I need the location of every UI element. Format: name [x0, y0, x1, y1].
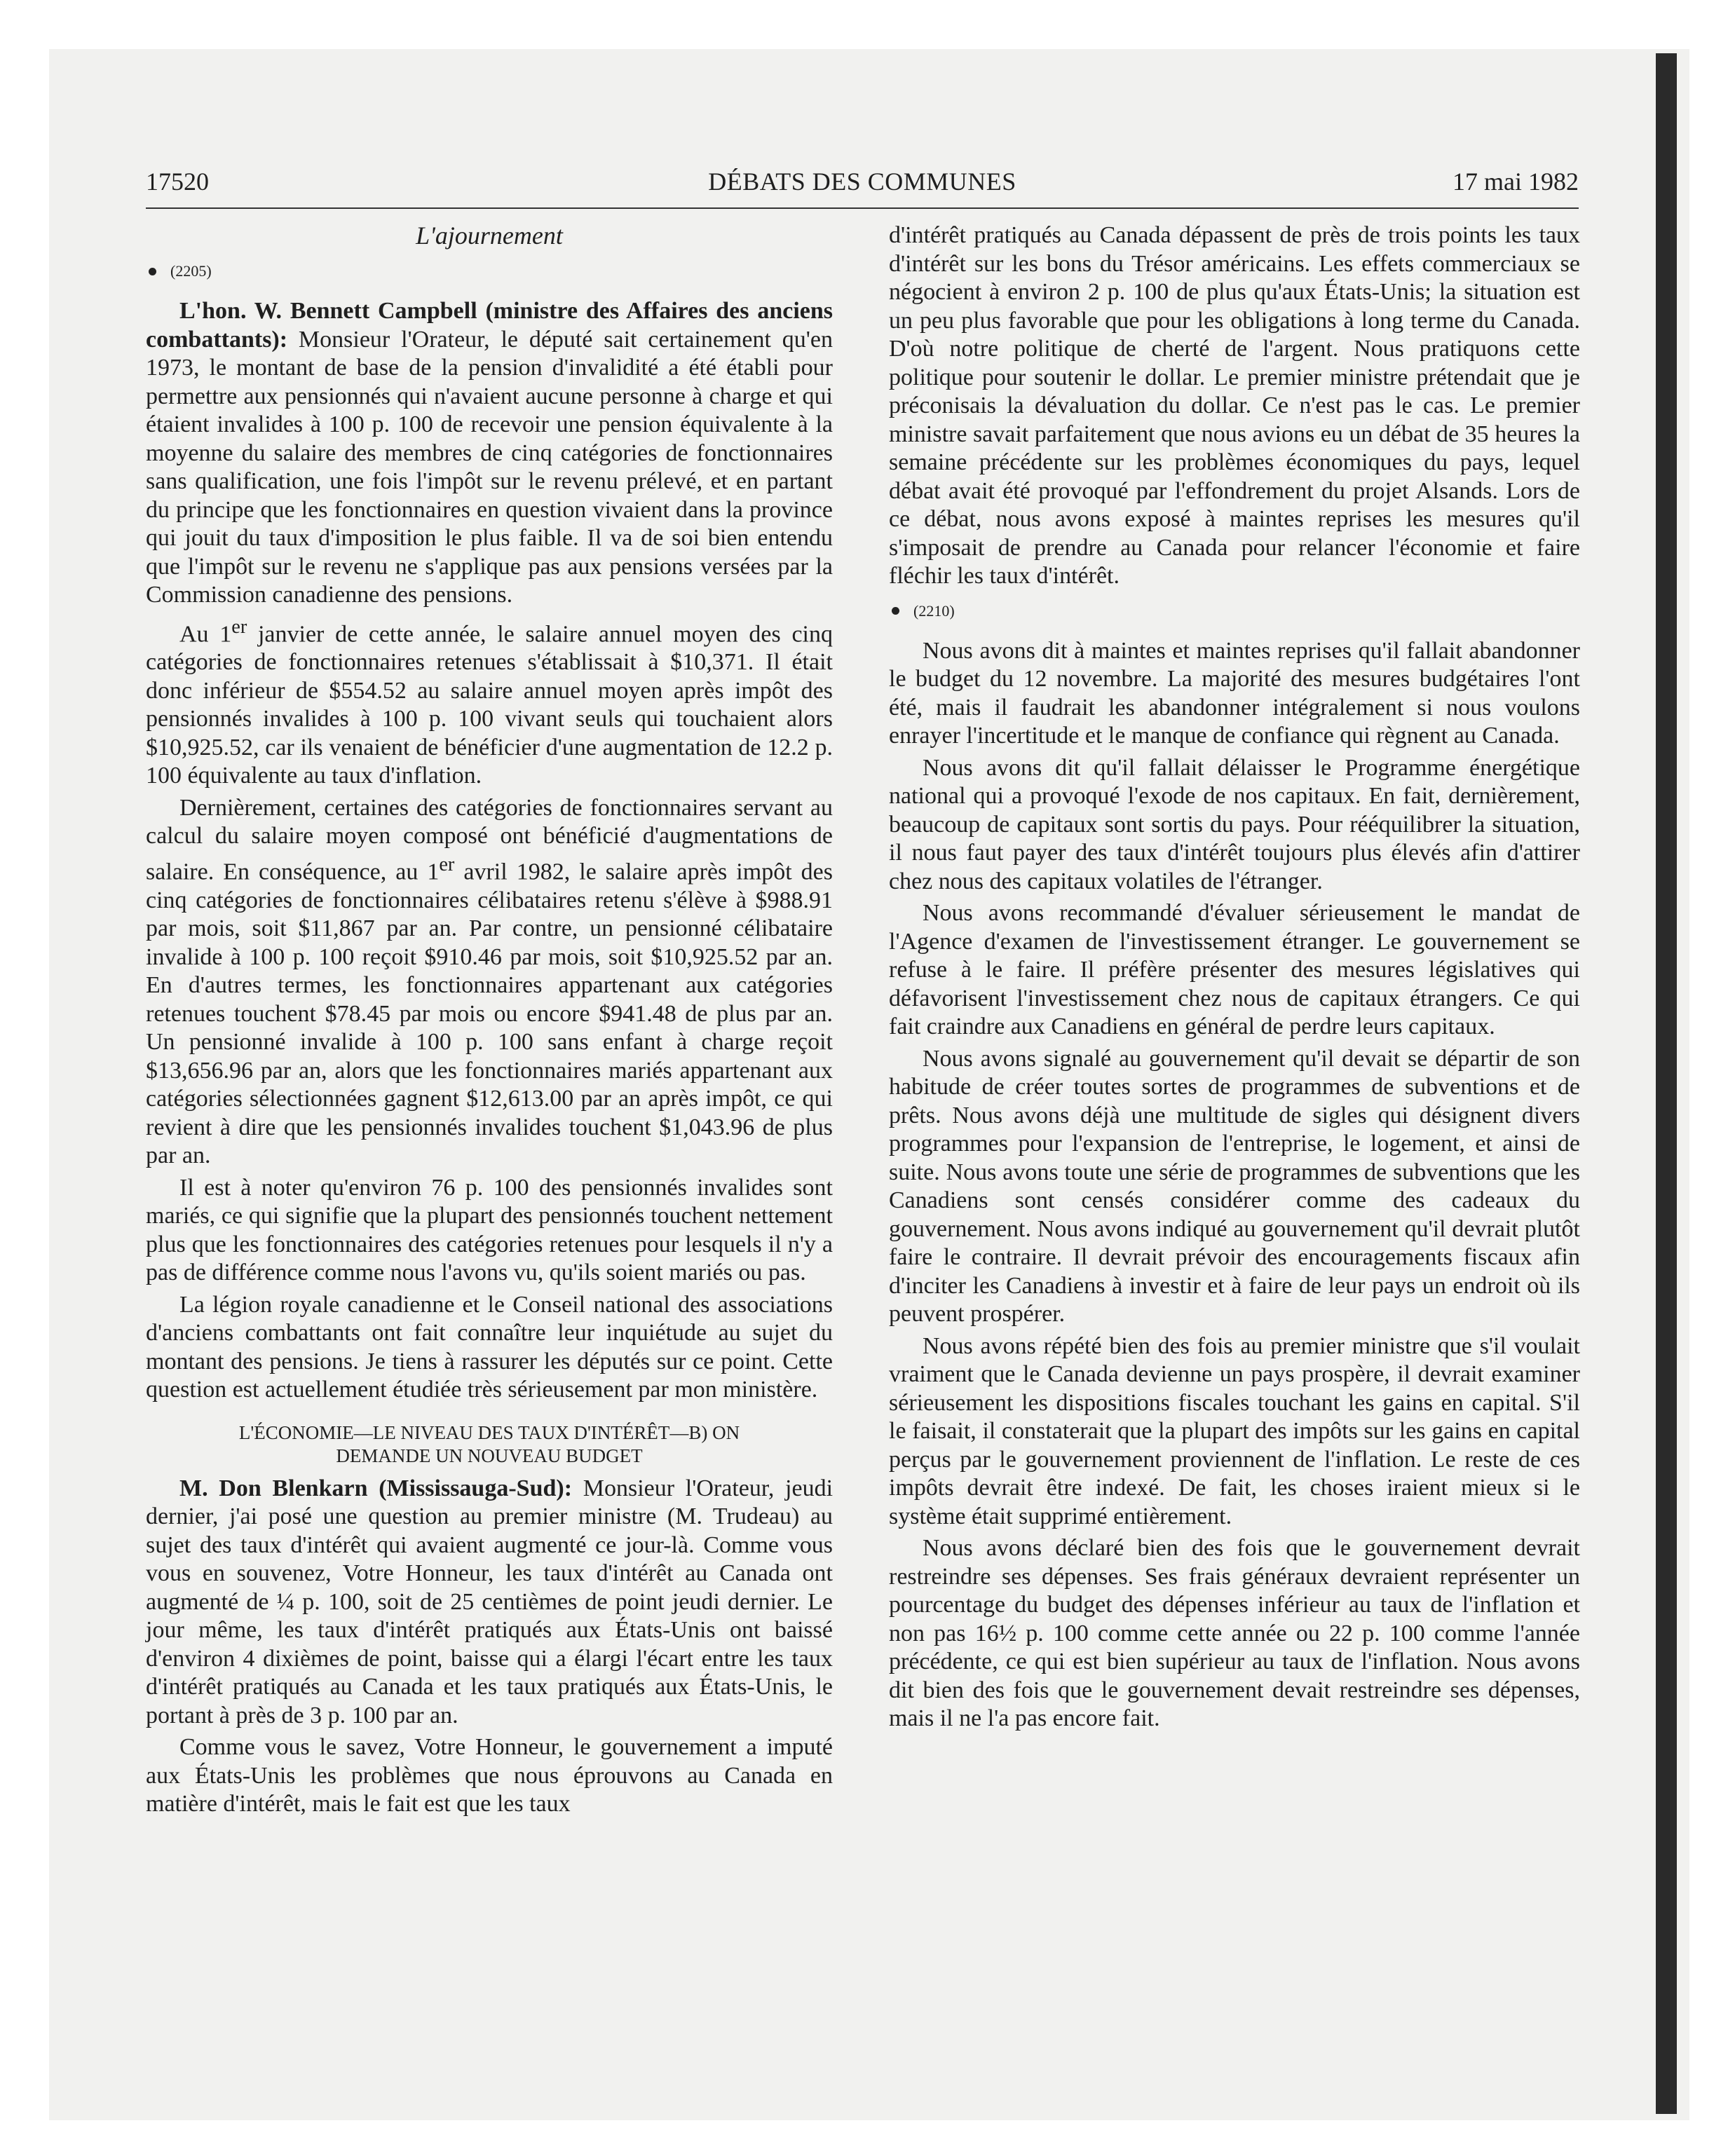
debate-heading-line: DEMANDE UN NOUVEAU BUDGET — [336, 1445, 643, 1466]
paragraph — [146, 613, 833, 791]
time-marker — [889, 601, 1580, 622]
paragraph: La légion royale canadienne et le Conseil national des associations d'anciens combattants ont fait connaître leur inquiétude au sujet du montant des pensions. Je tiens à rassurer les députés sur ce point. Cette question est actuellement étudiée très sérieusement par mon ministère. — [146, 1291, 833, 1403]
paragraph-text: janvier de cette année, le salaire annuel moyen des cinq catégories de fonctionnaires retenues s'établissait à $10,371. Il était donc inférieur de $554.52 au salaire annuel moyen après impôt des pensionnés invalides à 100 p. 100 vivant seuls qui touchaient alors $10,925.52, car ils venaient de bénéficier d'une augmentation de 12.2 p. 100 équivalente au taux d'inflation. — [146, 620, 833, 789]
paragraph: d'intérêt pratiqués au Canada dépassent de près de trois points les taux d'intérêt sur les bons du Trésor américains. Les effets commerciaux se négocient à environ 2 p. 100 de plus qu'aux États-Unis; la situation est un peu plus favorable que pour les obligations à long terme du Canada. D'où notre politique de cherté de l'argent. Nous pratiquons cette politique pour soutenir le dollar. Le premier ministre prétendait que je préconisais la dévaluation du dollar. Ce n'est pas le cas. Le premier ministre savait parfaitement que nous avions eu un débat de 35 heures la semaine précédente sur les problèmes économiques du pays, lequel débat avait été provoqué par l'effondrement du projet Alsands. Lors de ce débat, nous avons exposé à maintes reprises les mesures qu'il s'imposait de prendre au Canada pour relancer l'économie et faire fléchir les taux d'intérêt. — [889, 222, 1580, 589]
paragraph: Nous avons dit qu'il fallait délaisser le Programme énergétique national qui a provoqué l'exode de nos capitaux. En fait, dernièrement, beaucoup de capitaux sont sortis du pays. Pour rééquilibrer la situation, il nous faut payer des taux d'intérêt toujours plus élevés afin d'attirer chez nous des capitaux volatiles de l'étranger. — [889, 754, 1580, 894]
paragraph-text: Au 1 — [179, 620, 232, 647]
superscript: er — [231, 615, 247, 638]
paragraph — [146, 297, 833, 610]
debate-heading-line: L'ÉCONOMIE—LE NIVEAU DES TAUX D'INTÉRÊT—B) ON — [238, 1421, 740, 1443]
debate-heading — [146, 1421, 833, 1468]
paragraph: Nous avons répété bien des fois au premier ministre que s'il voulait vraiment que le Canada devienne un pays prospère, il devrait examiner sérieusement les dispositions fiscales touchant les gains en capital. S'il le faisait, il constaterait que la plupart des impôts sur les gains en capital perçus par le gouvernement proviennent de l'inflation. Le reste de ces impôts devrait être indexé. De fait, les choses iraient mieux si le système était supprimé entièrement. — [889, 1332, 1580, 1529]
left-column — [146, 221, 833, 1819]
binding-edge — [1656, 53, 1677, 2114]
paragraph: Il est à noter qu'environ 76 p. 100 des pensionnés invalides sont mariés, ce qui signifie que la plupart des pensionnés touchent nettement plus que les fonctionnaires des catégories retenues pour lesquels il n'y a pas de différence comme nous l'avons vu, qu'ils soient mariés ou pas. — [146, 1174, 833, 1286]
paragraph: Nous avons recommandé d'évaluer sérieusement le mandat de l'Agence d'examen de l'investissement étranger. Le gouvernement se refuse à le faire. Il préfère présenter des mesures législatives qui défavorisent l'investissement chez nous de capitaux étrangers. Ce qui fait craindre aux Canadiens en général de perdre leurs capitaux. — [889, 900, 1580, 1039]
paragraph-text: avril 1982, le salaire après impôt des cinq catégories de fonctionnaires célibataires retenu s'élève à $988.91 par mois, soit $11,867 par an. Par contre, un pensionné célibataire invalide à 100 p. 100 reçoit $910.46 par mois, soit $10,925.52 par an. En d'autres termes, les fonctionnaires appartenant aux catégories retenues touchent $78.45 par mois ou encore $941.48 de plus par an. Un pensionné invalide à 100 p. 100 sans enfant à charge reçoit $13,656.96 par an, alors que les fonctionnaires mariés appartenant aux catégories sélectionnées gagnent $12,613.00 par an après impôt, ce qui revient à dire que les pensionnés invalides touchent $1,043.96 de plus par an. — [146, 859, 833, 1169]
section-title: L'ajournement — [416, 221, 563, 250]
paragraph-text: Monsieur l'Orateur, jeudi dernier, j'ai posé une question au premier ministre (M. Trudeau) au sujet des taux d'intérêt qui avaient augmenté ce jour-là. Comme vous vous en souvenez, Votre Honneur, les taux d'intérêt au Canada ont augmenté de ¼ p. 100, soit de 25 centièmes de point jeudi dernier. Le jour même, les taux d'intérêt pratiqués aux États-Unis ont baissé d'environ 4 dixièmes de point, baisse qui a élargi l'écart entre les taux d'intérêt pratiqués au Canada et les taux pratiqués aux États-Unis, le portant à près de 3 p. 100 par an. — [146, 1475, 834, 1728]
paragraph-text: Monsieur l'Orateur, le député sait certainement qu'en 1973, le montant de base de la pension d'invalidité a été établi pour permettre aux pensionnés qui n'avaient aucune personne à charge et qui étaient invalides à 100 p. 100 de recevoir une pension équivalente à la moyenne du salaire des membres de cinq catégories de fonctionnaires sans qualification, une fois l'impôt sur le revenu prélevé, et en partant du principe que les fonctionnaires en question vivaient dans la province qui jouit du taux d'imposition le plus faible. Il va de soi bien entendu que l'impôt sur le revenu ne s'applique pas aux pensions versées par la Commission canadienne des pensions. — [146, 326, 833, 608]
speaker-name: L'hon. W. Bennett Campbell (ministre des Affaires des anciens combattants): — [146, 298, 833, 353]
superscript: er — [439, 853, 455, 875]
page-header — [146, 165, 1579, 209]
page-number: 17520 — [146, 168, 209, 196]
publication-title: DÉBATS DES COMMUNES — [708, 168, 1016, 196]
paragraph: Nous avons déclaré bien des fois que le gouvernement devrait restreindre ses dépenses. Ses frais généraux devraient représenter un pourcentage du budget des dépenses inférieur au taux de l'inflation et non pas 16½ p. 100 comme cette année ou 22 p. 100 comme l'année précédente, ce qui est bien supérieur au taux de l'inflation. Nous avons dit bien des fois que le gouvernement devait restreindre ses dépenses, mais il ne l'a pas encore fait. — [889, 1535, 1580, 1731]
paragraph — [146, 1475, 833, 1731]
time-marker-label: (2210) — [913, 601, 955, 620]
paragraph: Comme vous le savez, Votre Honneur, le gouvernement a imputé aux États-Unis les problèmes que nous éprouvons au Canada en matière d'intérêt, mais le fait est que les taux — [146, 1734, 833, 1817]
paragraph: Nous avons signalé au gouvernement qu'il devait se départir de son habitude de créer toutes sortes de programmes de subventions et de prêts. Nous avons déjà une multitude de sigles qui désignent divers programmes pour l'expansion de l'entreprise, le logement, et ainsi de suite. Nous avons toute une série de programmes de subventions que les Canadiens sont censés considérer comme des cadeaux du gouvernement. Nous avons indiqué au gouvernement qu'il devrait plutôt faire le contraire. Il devrait prévoir des encouragements fiscaux afin d'inciter les Canadiens à investir et à faire de leur pays un endroit où ils peuvent prospérer. — [889, 1045, 1580, 1327]
paragraph — [146, 794, 833, 1171]
paragraph: Nous avons dit à maintes et maintes reprises qu'il fallait abandonner le budget du 12 novembre. La majorité des mesures budgétaires l'ont été, mais il faudrait les abandonner intégralement si nous voulons enrayer l'incertitude et le manque de confiance qui règnent au Canada. — [889, 637, 1580, 749]
time-marker — [146, 261, 833, 282]
bullet-icon — [149, 268, 156, 275]
bullet-icon — [892, 607, 899, 615]
paragraph-text: Dernièrement, certaines des catégories de fonctionnaires servant au calcul du salaire moyen composé ont bénéficié d'augmentations de salaire. En conséquence, au 1 — [146, 794, 833, 885]
time-marker-label: (2205) — [170, 262, 212, 280]
publication-date: 17 mai 1982 — [1452, 168, 1579, 196]
speaker-name: M. Don Blenkarn (Mississauga-Sud): — [179, 1475, 573, 1501]
right-column — [889, 221, 1580, 1733]
